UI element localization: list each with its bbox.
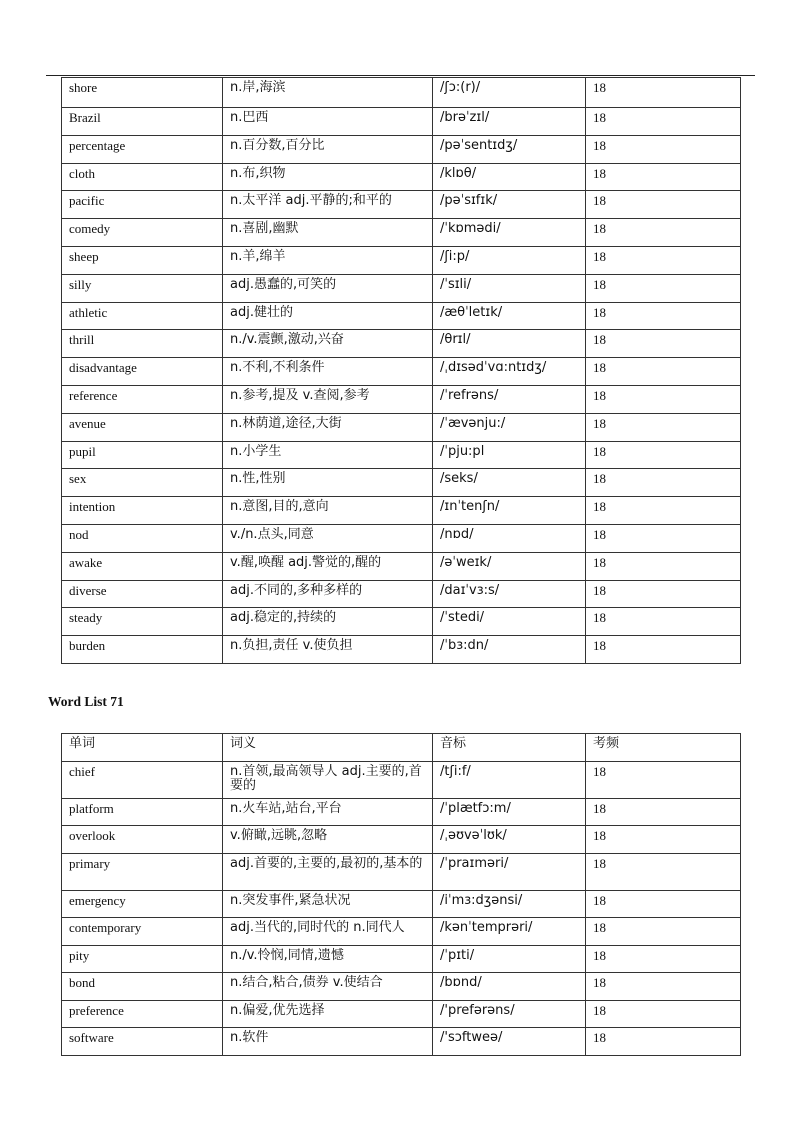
frequency-cell: 18 xyxy=(586,890,741,918)
meaning-cell: n.结合,粘合,债券 v.使结合 xyxy=(223,973,433,1001)
meaning-cell: n.意图,目的,意向 xyxy=(223,497,433,525)
frequency-cell: 18 xyxy=(586,580,741,608)
phonetic-cell: /ɪnˈtenʃn/ xyxy=(433,497,586,525)
meaning-cell: v.醒,唤醒 adj.警觉的,醒的 xyxy=(223,552,433,580)
frequency-cell: 18 xyxy=(586,608,741,636)
phonetic-cell: /ˈsɪli/ xyxy=(433,274,586,302)
top-rule xyxy=(46,75,755,76)
frequency-cell: 18 xyxy=(586,108,741,136)
frequency-cell: 18 xyxy=(586,135,741,163)
frequency-cell: 18 xyxy=(586,636,741,664)
table-row xyxy=(62,469,741,497)
word-cell: pity xyxy=(62,945,223,973)
table-row xyxy=(62,246,741,274)
word-cell: cloth xyxy=(62,163,223,191)
meaning-cell: n.软件 xyxy=(223,1028,433,1056)
table-row xyxy=(62,163,741,191)
word-cell: disadvantage xyxy=(62,358,223,386)
meaning-cell: n.参考,提及 v.查阅,参考 xyxy=(223,385,433,413)
meaning-cell: n.喜剧,幽默 xyxy=(223,219,433,247)
word-cell: intention xyxy=(62,497,223,525)
table-row xyxy=(62,330,741,358)
frequency-cell: 18 xyxy=(586,330,741,358)
word-cell: preference xyxy=(62,1000,223,1028)
table-row xyxy=(62,413,741,441)
word-list-heading: Word List 71 xyxy=(48,694,124,709)
phonetic-cell: /bɒnd/ xyxy=(433,973,586,1001)
frequency-cell: 18 xyxy=(586,945,741,973)
phonetic-cell: /ˌəʊvəˈlʊk/ xyxy=(433,826,586,854)
phonetic-cell: /brəˈzɪl/ xyxy=(433,108,586,136)
word-cell: burden xyxy=(62,636,223,664)
meaning-cell: n.林荫道,途径,大街 xyxy=(223,413,433,441)
phonetic-cell: /daɪˈvɜ:s/ xyxy=(433,580,586,608)
word-cell: steady xyxy=(62,608,223,636)
header-meaning: 词义 xyxy=(223,734,433,762)
phonetic-cell: /æθˈletɪk/ xyxy=(433,302,586,330)
frequency-cell: 18 xyxy=(586,798,741,826)
word-cell: thrill xyxy=(62,330,223,358)
word-cell: silly xyxy=(62,274,223,302)
word-cell: pacific xyxy=(62,191,223,219)
phonetic-cell: /pəˈsɪfɪk/ xyxy=(433,191,586,219)
phonetic-cell: /ˈpju:pl xyxy=(433,441,586,469)
table-row xyxy=(62,580,741,608)
table-row xyxy=(62,135,741,163)
phonetic-cell: /seks/ xyxy=(433,469,586,497)
meaning-cell: n.负担,责任 v.使负担 xyxy=(223,636,433,664)
word-cell: emergency xyxy=(62,890,223,918)
table-row xyxy=(62,441,741,469)
header-frequency: 考频 xyxy=(586,734,741,762)
meaning-cell: adj.健壮的 xyxy=(223,302,433,330)
meaning-cell: adj.首要的,主要的,最初的,基本的 xyxy=(223,853,433,890)
frequency-cell: 18 xyxy=(586,302,741,330)
word-cell: reference xyxy=(62,385,223,413)
frequency-cell: 18 xyxy=(586,497,741,525)
table-row xyxy=(62,385,741,413)
word-cell: Brazil xyxy=(62,108,223,136)
meaning-cell: adj.稳定的,持续的 xyxy=(223,608,433,636)
phonetic-cell: /tʃi:f/ xyxy=(433,761,586,798)
table-row xyxy=(62,108,741,136)
word-cell: pupil xyxy=(62,441,223,469)
meaning-cell: n.火车站,站台,平台 xyxy=(223,798,433,826)
meaning-cell: adj.当代的,同时代的 n.同代人 xyxy=(223,918,433,946)
table-row xyxy=(62,78,741,108)
phonetic-cell: /ˈkɒmədi/ xyxy=(433,219,586,247)
frequency-cell: 18 xyxy=(586,358,741,386)
frequency-cell: 18 xyxy=(586,918,741,946)
word-cell: platform xyxy=(62,798,223,826)
table-row xyxy=(62,636,741,664)
meaning-cell: n./v.震颤,激动,兴奋 xyxy=(223,330,433,358)
phonetic-cell: /ˈbɜ:dn/ xyxy=(433,636,586,664)
meaning-cell: n.百分数,百分比 xyxy=(223,135,433,163)
phonetic-cell: /'sɔftweə/ xyxy=(433,1028,586,1056)
meaning-cell: n.巴西 xyxy=(223,108,433,136)
frequency-cell: 18 xyxy=(586,761,741,798)
table-row xyxy=(62,890,741,918)
meaning-cell: n.性,性别 xyxy=(223,469,433,497)
frequency-cell: 18 xyxy=(586,191,741,219)
table-row xyxy=(62,608,741,636)
frequency-cell: 18 xyxy=(586,385,741,413)
phonetic-cell: /ˈpɪti/ xyxy=(433,945,586,973)
frequency-cell: 18 xyxy=(586,973,741,1001)
table-row xyxy=(62,358,741,386)
table-row xyxy=(62,945,741,973)
frequency-cell: 18 xyxy=(586,552,741,580)
phonetic-cell: /'prefərəns/ xyxy=(433,1000,586,1028)
meaning-cell: n.偏爱,优先选择 xyxy=(223,1000,433,1028)
table-row xyxy=(62,761,741,798)
word-cell: nod xyxy=(62,524,223,552)
phonetic-cell: /ʃɔ:(r)/ xyxy=(433,78,586,108)
meaning-cell: n.不利,不利条件 xyxy=(223,358,433,386)
word-cell: software xyxy=(62,1028,223,1056)
meaning-cell: n./v.怜悯,同情,遗憾 xyxy=(223,945,433,973)
table-row xyxy=(62,302,741,330)
frequency-cell: 18 xyxy=(586,441,741,469)
meaning-cell: n.突发事件,紧急状况 xyxy=(223,890,433,918)
table-row xyxy=(62,798,741,826)
frequency-cell: 18 xyxy=(586,853,741,890)
table-row xyxy=(62,918,741,946)
meaning-cell: n.小学生 xyxy=(223,441,433,469)
phonetic-cell: /ʃi:p/ xyxy=(433,246,586,274)
phonetic-cell: /θrɪl/ xyxy=(433,330,586,358)
word-cell: comedy xyxy=(62,219,223,247)
header-phonetic: 音标 xyxy=(433,734,586,762)
word-cell: diverse xyxy=(62,580,223,608)
phonetic-cell: /klɒθ/ xyxy=(433,163,586,191)
word-table-continued xyxy=(61,77,741,664)
frequency-cell: 18 xyxy=(586,219,741,247)
word-cell: primary xyxy=(62,853,223,890)
frequency-cell: 18 xyxy=(586,413,741,441)
phonetic-cell: /pəˈsentɪdʒ/ xyxy=(433,135,586,163)
table-row xyxy=(62,1028,741,1056)
table-row xyxy=(62,274,741,302)
frequency-cell: 18 xyxy=(586,246,741,274)
meaning-cell: adj.愚蠢的,可笑的 xyxy=(223,274,433,302)
word-cell: avenue xyxy=(62,413,223,441)
phonetic-cell: /ˈstedi/ xyxy=(433,608,586,636)
word-cell: sheep xyxy=(62,246,223,274)
phonetic-cell: /ˈrefrəns/ xyxy=(433,385,586,413)
meaning-cell: n.羊,绵羊 xyxy=(223,246,433,274)
frequency-cell: 18 xyxy=(586,1028,741,1056)
frequency-cell: 18 xyxy=(586,1000,741,1028)
frequency-cell: 18 xyxy=(586,826,741,854)
meaning-cell: adj.不同的,多种多样的 xyxy=(223,580,433,608)
table-row xyxy=(62,973,741,1001)
word-cell: percentage xyxy=(62,135,223,163)
word-list-71-table xyxy=(61,733,741,1056)
meaning-cell: n.太平洋 adj.平静的;和平的 xyxy=(223,191,433,219)
meaning-cell: v./n.点头,同意 xyxy=(223,524,433,552)
frequency-cell: 18 xyxy=(586,163,741,191)
table-row xyxy=(62,524,741,552)
phonetic-cell: /iˈmɜ:dʒənsi/ xyxy=(433,890,586,918)
meaning-cell: v.俯瞰,远眺,忽略 xyxy=(223,826,433,854)
word-cell: athletic xyxy=(62,302,223,330)
meaning-cell: n.首领,最高领导人 adj.主要的,首要的 xyxy=(223,761,433,798)
word-cell: contemporary xyxy=(62,918,223,946)
phonetic-cell: /ˈævənju:/ xyxy=(433,413,586,441)
table-row xyxy=(62,826,741,854)
table-header-row xyxy=(62,734,741,762)
frequency-cell: 18 xyxy=(586,469,741,497)
word-cell: sex xyxy=(62,469,223,497)
table-row xyxy=(62,853,741,890)
phonetic-cell: /ˌdɪsədˈvɑ:ntɪdʒ/ xyxy=(433,358,586,386)
phonetic-cell: /ˈpraɪməri/ xyxy=(433,853,586,890)
table-row xyxy=(62,1000,741,1028)
frequency-cell: 18 xyxy=(586,524,741,552)
phonetic-cell: /ˈplætfɔ:m/ xyxy=(433,798,586,826)
table-row xyxy=(62,191,741,219)
word-cell: chief xyxy=(62,761,223,798)
table-row xyxy=(62,219,741,247)
word-cell: shore xyxy=(62,78,223,108)
word-cell: overlook xyxy=(62,826,223,854)
phonetic-cell: /nɒd/ xyxy=(433,524,586,552)
header-word: 单词 xyxy=(62,734,223,762)
frequency-cell: 18 xyxy=(586,274,741,302)
meaning-cell: n.布,织物 xyxy=(223,163,433,191)
word-cell: bond xyxy=(62,973,223,1001)
phonetic-cell: /kənˈtemprəri/ xyxy=(433,918,586,946)
word-cell: awake xyxy=(62,552,223,580)
table-row xyxy=(62,552,741,580)
frequency-cell: 18 xyxy=(586,78,741,108)
table-row xyxy=(62,497,741,525)
meaning-cell: n.岸,海滨 xyxy=(223,78,433,108)
phonetic-cell: /əˈweɪk/ xyxy=(433,552,586,580)
